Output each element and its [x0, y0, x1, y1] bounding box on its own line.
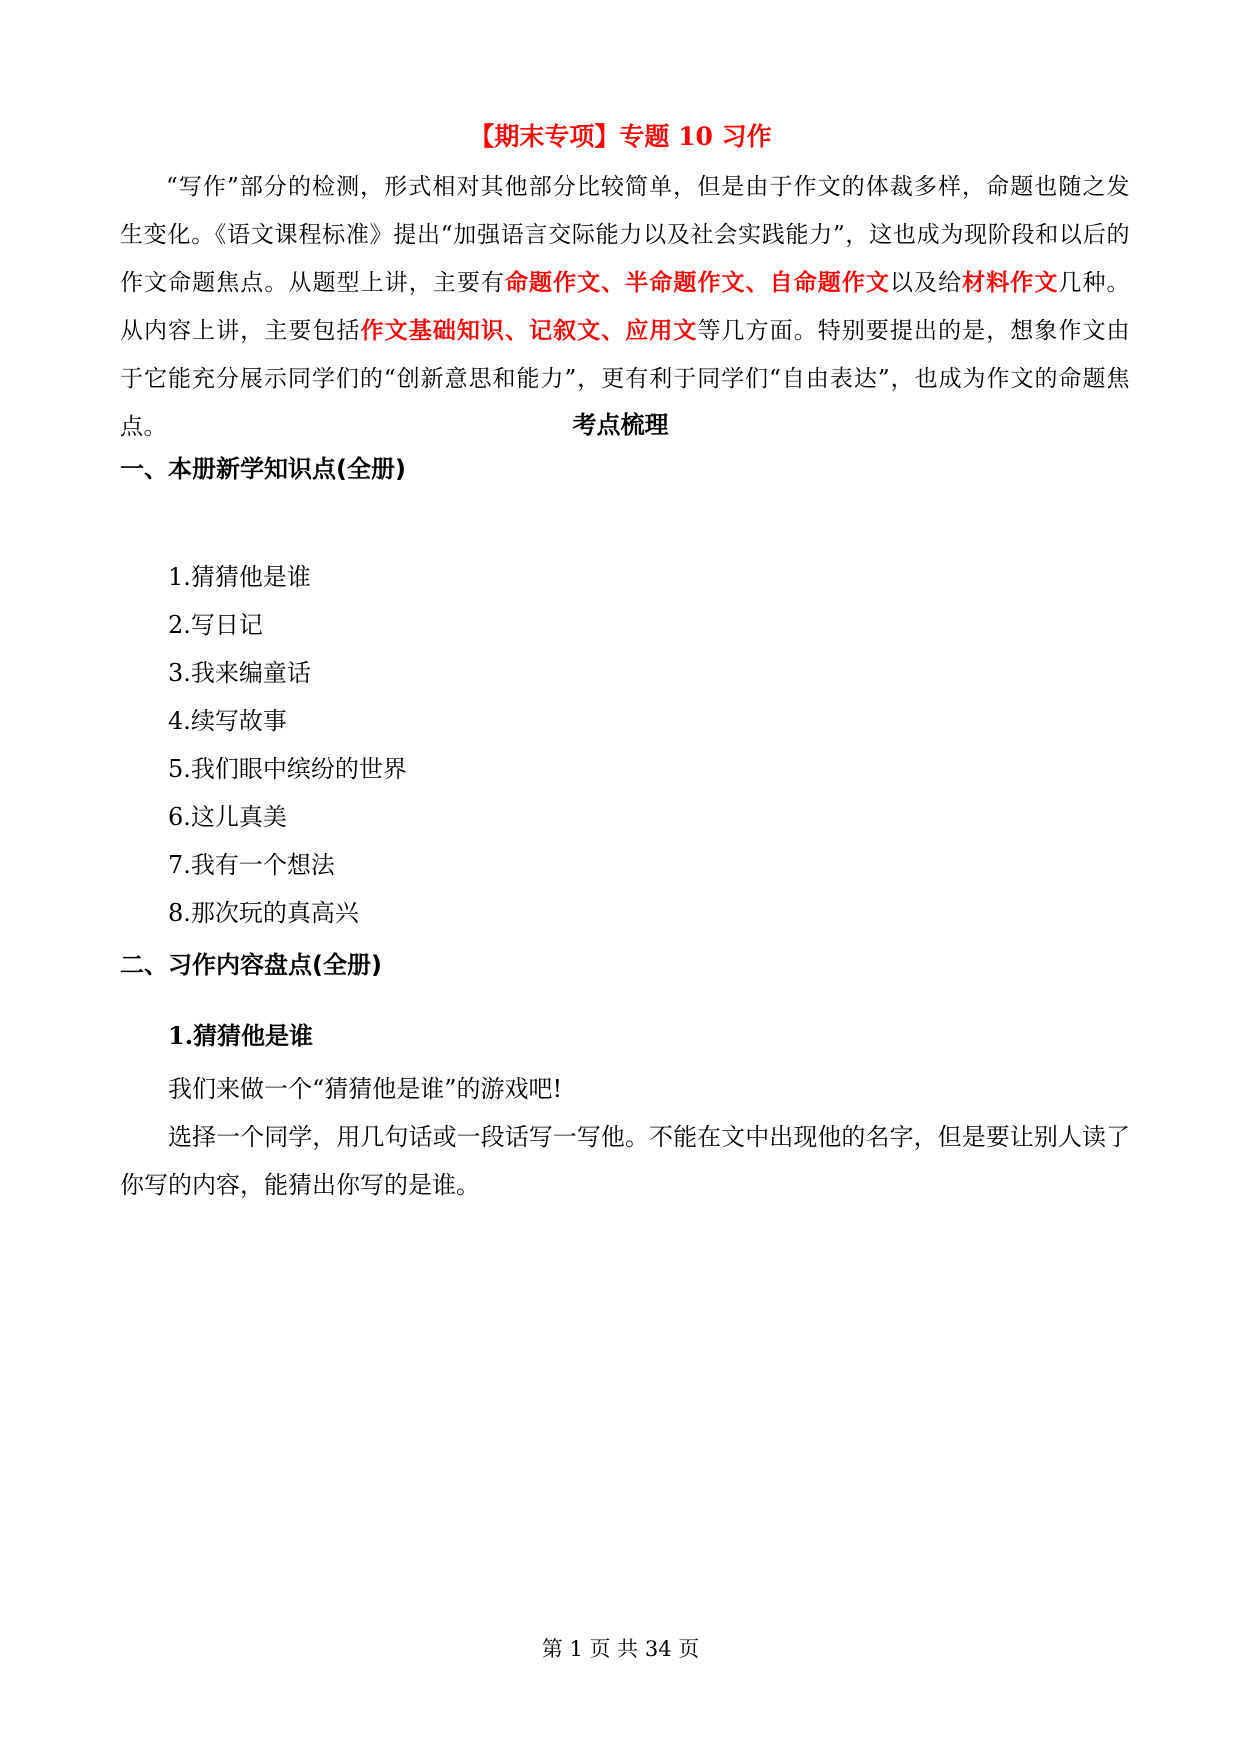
- list-item: 2.写日记: [168, 611, 263, 639]
- list-item: 1.猜猜他是谁: [168, 563, 311, 591]
- intro-text: 几种。从内容上讲，主要包括: [120, 270, 1131, 344]
- knowledge-point-list: [168, 553, 407, 937]
- list-item: 4.续写故事: [168, 707, 287, 735]
- keyword-separator: 、: [745, 269, 770, 296]
- part1-heading: 一、本册新学知识点(全册): [120, 455, 406, 483]
- keyword-proposition-essay: 命题作文: [504, 269, 602, 296]
- intro-text: 以及给: [889, 270, 963, 296]
- game-intro-paragraph: 我们来做一个“猜猜他是谁”的游戏吧!: [168, 1075, 563, 1103]
- intro-text: “写作”部分的检测，形式相对其他部分比较简单，但是由于作文的体裁多样，命题也随之发生变化。《语文课程标准》提出“加强语言交际能力以及社会实践能力”，这也成为现阶段和以后的作文命题焦点。从题型上讲，主要有: [120, 174, 1130, 296]
- part2-subheading: [168, 1019, 313, 1053]
- keyword-half-proposition-essay: 半命题作文: [625, 269, 746, 296]
- page-number: 第 1 页 共 34 页: [541, 1637, 700, 1661]
- list-item: 3.我来编童话: [168, 659, 311, 687]
- subheading-number: 1.: [168, 1021, 194, 1050]
- keyword-material-essay: 材料作文: [962, 269, 1059, 296]
- keyword-writing-basics: 作文基础知识: [360, 317, 505, 344]
- intro-text: 等几方面。特别要提出的是，想象作文由于它能充分展示同学们的“创新意思和能力”，更有利于同学们“自由表达”，也成为作文的命题焦点。: [120, 318, 1131, 440]
- keyword-separator: 、: [601, 317, 626, 344]
- keyword-narrative: 记叙文: [529, 317, 602, 344]
- section-title: 考点梳理: [572, 410, 669, 439]
- subheading-title: 猜猜他是谁: [193, 1022, 314, 1050]
- list-item: 5.我们眼中缤纷的世界: [168, 755, 407, 783]
- keyword-self-proposition-essay: 自命题作文: [769, 269, 890, 296]
- keyword-separator: 、: [505, 317, 530, 344]
- list-item: 6.这儿真美: [168, 803, 287, 831]
- part2-heading: 二、习作内容盘点(全册): [120, 951, 382, 979]
- document-title: 【期末专项】专题 10 习作: [469, 122, 772, 151]
- list-item: 8.那次玩的真高兴: [168, 899, 359, 927]
- task-paragraph: 选择一个同学，用几句话或一段话写一写他。不能在文中出现他的名字，但是要让别人读了你写的内容，能猜出你写的是谁。: [120, 1123, 1130, 1199]
- keyword-practical-writing: 应用文: [625, 317, 698, 344]
- list-item: 7.我有一个想法: [168, 851, 335, 879]
- keyword-separator: 、: [601, 269, 626, 296]
